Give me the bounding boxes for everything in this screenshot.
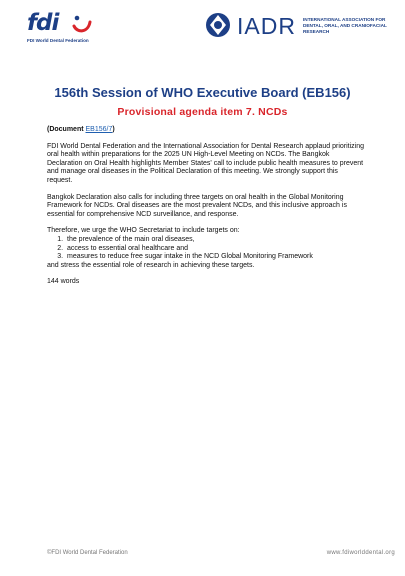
target-item: 2. access to essential oral healthcare and [65, 245, 365, 254]
fdi-wordmark: fdi [27, 10, 59, 36]
word-count: 144 words [47, 278, 80, 286]
document-link[interactable]: EB156/7 [85, 126, 113, 133]
targets-closing: and stress the essential role of research in achieving these targets. [47, 261, 255, 269]
iadr-globe-icon [205, 12, 231, 38]
paragraph-1: FDI World Dental Federation and the International Association for Dental Research applaud prioritizing oral health within preparations for the 2025 UN High-Level Meeting on NCDs. The Bangkok Declaration on Oral Health highlights Member States' call to include public health measures to prevent and manage oral diseases in the Political Declaration of this meeting. We strongly support this request. [47, 142, 364, 184]
targets-list [47, 236, 365, 262]
target-item: 1. the prevalence of the main oral diseases, [65, 236, 365, 245]
page-title: 156th Session of WHO Executive Board (EB156) [54, 85, 351, 100]
target-item: 3. measures to reduce free sugar intake in the NCD Global Monitoring Framework [65, 253, 365, 262]
iadr-wordmark: IADR [237, 13, 296, 39]
statement-body [47, 126, 365, 295]
iadr-subtitle: INTERNATIONAL ASSOCIATION FOR DENTAL, ORAL, AND CRANIOFACIAL RESEARCH [303, 17, 387, 34]
document-reference [47, 126, 365, 135]
document-ref-suffix: ) [112, 126, 115, 133]
document-ref-prefix: (Document [47, 126, 86, 133]
fdi-swoosh-icon [71, 12, 93, 34]
agenda-item-subtitle: Provisional agenda item 7. NCDs [117, 106, 288, 118]
fdi-logo [27, 10, 97, 50]
paragraph-2: Bangkok Declaration also calls for including three targets on oral health in the Global Monitoring Framework for NCDs. Oral diseases are the most prevalent NCDs, and this inclusive approach is essential for comprehensive NCD surveillance, and response. [47, 193, 347, 218]
targets-intro: Therefore, we urge the WHO Secretariat to include targets on: [47, 227, 240, 235]
iadr-logo [205, 12, 395, 42]
fdi-subtitle: FDI World Dental Federation [27, 38, 89, 43]
footer-copyright: ©FDI World Dental Federation [47, 550, 128, 556]
footer-website-link[interactable]: www.fdiworlddental.org [326, 550, 395, 556]
